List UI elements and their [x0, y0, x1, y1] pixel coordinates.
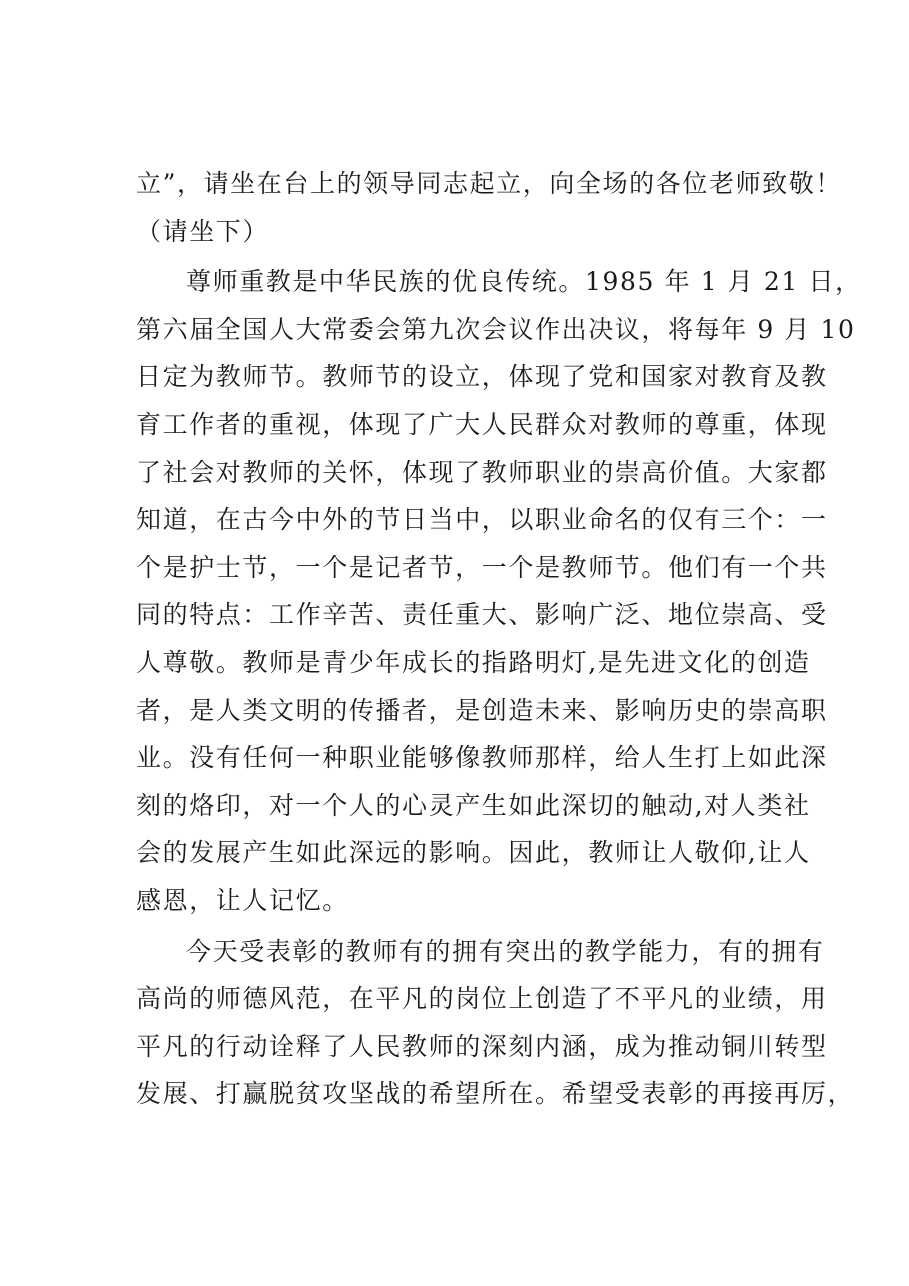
paragraph-first-line: 今天受表彰的教师有的拥有突出的教学能力，有的拥有: [186, 936, 825, 966]
text-line: 日定为教师节。教师节的设立，体现了党和国家对教育及教: [136, 362, 828, 392]
text-line: 立”，请坐在台上的领导同志起立，向全场的各位老师致敬！: [136, 169, 842, 198]
paragraph-first-line: 尊师重教是中华民族的优良传统。1985 年 1 月 21 日，: [186, 267, 862, 297]
text-line: 刻的烙印，对一个人的心灵产生如此深切的触动,对人类社: [136, 790, 811, 820]
text-line: 知道，在古今中外的节日当中，以职业命名的仅有三个：一: [136, 505, 828, 535]
text-line: 平凡的行动诠释了人民教师的深刻内涵，成为推动铜川转型: [136, 1031, 828, 1061]
text-line: 人尊敬。教师是青少年成长的指路明灯,是先进文化的创造: [136, 647, 811, 677]
text-line: 业。没有任何一种职业能够像教师那样，给人生打上如此深: [136, 743, 828, 773]
text-line: 了社会对教师的关怀，体现了教师职业的崇高价值。大家都: [136, 457, 828, 487]
text-line: 会的发展产生如此深远的影响。因此，教师让人敬仰,让人: [136, 838, 811, 868]
text-line: 者，是人类文明的传播者，是创造未来、影响历史的崇高职: [136, 695, 828, 725]
text-line: 个是护士节，一个是记者节，一个是教师节。他们有一个共: [136, 552, 828, 582]
text-line: 育工作者的重视，体现了广大人民群众对教师的尊重，体现: [136, 409, 828, 439]
text-line: 高尚的师德风范，在平凡的岗位上创造了不平凡的业绩，用: [136, 984, 828, 1014]
text-line: 发展、打赢脱贫攻坚战的希望所在。希望受表彰的再接再厉，: [136, 1079, 855, 1109]
text-line: 感恩，让人记忆。: [136, 885, 349, 915]
text-line: （请坐下）: [136, 216, 270, 246]
document-body: [136, 160, 862, 1118]
text-line: 第六届全国人大常委会第九次会议作出决议，将每年 9 月 10: [136, 314, 856, 344]
text-line: 同的特点：工作辛苦、责任重大、影响广泛、地位崇高、受: [136, 600, 828, 630]
